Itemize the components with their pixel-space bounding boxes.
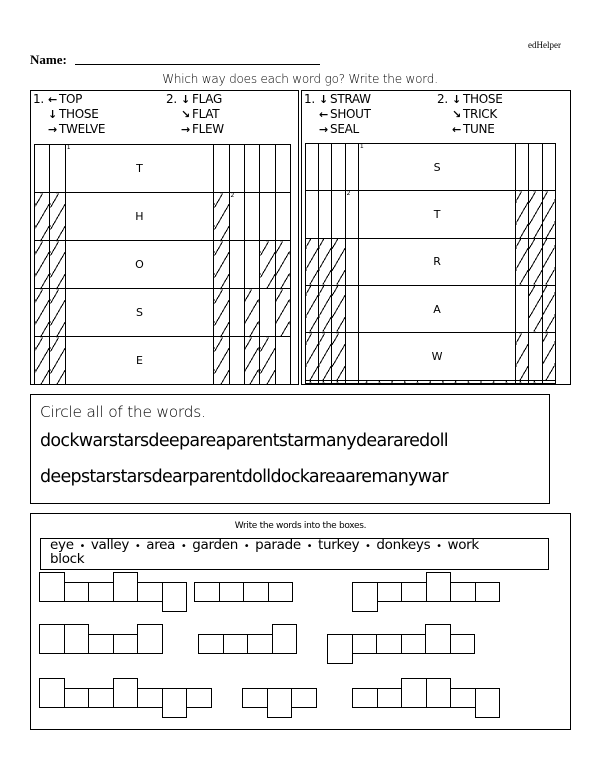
letter-box[interactable] [268,582,294,602]
grid-cell[interactable] [345,191,358,238]
grid-cell[interactable] [229,289,244,337]
grid-cell-blocked [516,238,529,285]
grid-cell-blocked [542,285,555,332]
clue-word: SHOUT [330,107,371,121]
grid-cell[interactable] [244,241,259,289]
grid-cell[interactable] [542,144,555,191]
letter-box[interactable] [377,688,403,708]
letter-box[interactable] [247,634,273,654]
letter-box[interactable] [377,582,403,602]
clue-word: STRAW [330,92,371,106]
grid-cell-blocked [214,289,229,337]
grid-row [306,191,556,238]
grid-cell-blocked [306,333,319,380]
letter-box[interactable] [64,688,90,708]
letter-box[interactable] [88,582,114,602]
letter-box[interactable] [113,572,139,602]
letter-string-2[interactable]: deepstarstarsdearparentdolldockareaaremanywar [40,467,448,487]
clue-word: TRICK [463,107,497,121]
grid-cell[interactable] [260,289,275,337]
word-bank [40,538,549,570]
grid-cell[interactable] [275,193,290,241]
bullet-separator: • [238,541,256,552]
clue-group-1 [33,92,105,137]
letter-box[interactable] [223,634,249,654]
grid-row [35,289,291,337]
grid-cell-blocked [35,337,50,385]
puzzle-right [301,90,571,385]
arrow-down-icon: ↓ [181,93,190,106]
grid-row [35,241,291,289]
letter-box[interactable] [291,688,317,708]
grid-row [306,144,556,191]
grid-cell-blocked [529,380,542,383]
cell-number: 2 [346,190,351,198]
grid-cell-blocked [214,337,229,385]
cell-letter: W [431,349,443,363]
letter-string-1[interactable]: dockwarstarsdeepareaparentstarmanydeararedoll [40,431,448,451]
grid-cell-blocked [35,289,50,337]
grid-cell[interactable] [65,193,214,241]
arrow-left-icon: ← [48,93,57,106]
grid-cell[interactable] [516,144,529,191]
grid-cell[interactable] [65,241,214,289]
grid-cell[interactable] [345,380,358,383]
letter-box[interactable] [401,678,427,708]
cell-letter: H [135,210,144,223]
bullet-separator: • [175,541,193,552]
letter-box[interactable] [475,582,501,602]
grid-cell[interactable] [529,144,542,191]
grid-cell-blocked [319,380,332,383]
grid-cell-blocked [260,241,275,289]
letter-box[interactable] [475,688,501,718]
letter-box[interactable] [425,624,451,654]
letter-box[interactable] [113,678,139,708]
letter-box[interactable] [450,634,476,654]
clue-word: SEAL [330,122,359,136]
grid-cell[interactable] [306,191,319,238]
grid-cell[interactable] [516,285,529,332]
arrow-down-icon: ↓ [319,93,328,106]
grid-cell[interactable] [319,191,332,238]
clue-word: FLAG [192,92,222,106]
word-bank-item: area [146,537,176,553]
grid-cell-blocked [319,333,332,380]
grid-cell[interactable] [358,144,515,191]
grid-row [35,337,291,385]
cell-number: 1 [359,143,364,150]
cell-letter: R [433,255,441,269]
arrow-left-icon: ← [452,123,461,136]
grid-cell[interactable] [229,193,244,241]
clue-group-2 [437,92,503,137]
letter-box[interactable] [426,572,452,602]
grid-cell-blocked [319,238,332,285]
word-grid-right [305,143,556,384]
arrow-right-icon: → [181,123,190,136]
grid-cell[interactable] [345,238,358,285]
grid-cell-blocked [306,380,319,383]
grid-cell[interactable] [229,337,244,385]
word-bank-item: valley [90,537,130,553]
letter-box[interactable] [401,582,427,602]
letter-box[interactable] [88,688,114,708]
grid-cell-blocked [529,238,542,285]
grid-cell-blocked [50,289,65,337]
grid-cell-blocked [542,333,555,380]
clue-word: THOSE [463,92,503,106]
letter-box[interactable] [327,634,353,664]
grid-cell-blocked [260,337,275,385]
letter-box[interactable] [450,688,476,708]
clue-number: 1. [304,92,315,106]
letter-box[interactable] [352,688,378,708]
grid-cell-blocked [516,380,529,383]
grid-cell-blocked [542,238,555,285]
grid-cell[interactable] [345,333,358,380]
grid-cell-blocked [516,333,529,380]
cell-letter: A [433,302,441,316]
grid-cell[interactable] [35,145,50,193]
grid-cell-blocked [35,241,50,289]
grid-cell[interactable] [319,144,332,191]
letter-box[interactable] [272,624,298,654]
grid-cell[interactable] [529,333,542,380]
word-bank-item: block [50,551,85,567]
arrow-diagonal-icon: ↘ [181,108,190,121]
word-bank-item: parade [255,537,301,553]
bullet-separator: • [129,541,147,552]
arrow-diagonal-icon: ↘ [452,108,461,121]
name-label: Name: [30,52,67,67]
grid-cell-blocked [275,289,290,337]
clue-word: THOSE [59,107,99,121]
circle-words-title: Circle all of the words. [40,403,206,421]
word-bank-item: garden [192,537,239,553]
grid-row [306,333,556,380]
letter-box[interactable] [39,572,65,602]
letter-box[interactable] [352,634,378,654]
bullet-separator: • [359,541,377,552]
clue-word: TWELVE [59,122,106,136]
letter-box[interactable] [88,634,114,654]
grid-cell[interactable] [65,145,214,193]
grid-cell-blocked [529,285,542,332]
word-bank-item: turkey [318,537,360,553]
clue-word: FLEW [192,122,224,136]
grid-cell[interactable] [65,337,214,385]
grid-cell-blocked [332,285,345,332]
word-boxes-section [30,513,571,730]
grid-cell[interactable] [358,238,515,285]
grid-cell[interactable] [275,145,290,193]
arrow-right-icon: → [319,123,328,136]
grid-cell[interactable] [332,191,345,238]
grid-cell[interactable] [50,145,65,193]
arrow-right-icon: → [48,123,57,136]
grid-cell[interactable] [229,145,244,193]
grid-cell-blocked [332,238,345,285]
letter-box[interactable] [401,634,427,654]
grid-cell[interactable] [229,241,244,289]
letter-box[interactable] [450,582,476,602]
grid-cell-blocked [275,241,290,289]
grid-cell-blocked [50,193,65,241]
letter-box[interactable] [186,688,212,708]
grid-cell-blocked [35,193,50,241]
letter-box[interactable] [194,582,220,602]
grid-cell-blocked [542,191,555,238]
arrow-left-icon: ← [319,108,328,121]
grid-row [306,238,556,285]
grid-cell[interactable] [260,193,275,241]
letter-box[interactable] [162,688,188,718]
letter-box[interactable] [39,624,65,654]
grid-cell[interactable] [358,285,515,332]
letter-box[interactable] [162,582,188,612]
cell-number: 1 [66,144,71,151]
puzzle-left [30,90,299,385]
grid-cell[interactable] [244,193,259,241]
grid-cell[interactable] [332,144,345,191]
grid-cell[interactable] [65,289,214,337]
grid-cell-blocked [332,380,345,383]
letter-box[interactable] [243,582,269,602]
grid-cell-blocked [529,191,542,238]
grid-cell-blocked [50,337,65,385]
grid-cell[interactable] [260,145,275,193]
grid-row [306,380,556,383]
grid-cell-blocked [306,285,319,332]
word-bank-item: donkeys [376,537,431,553]
cell-letter: T [433,207,441,221]
cell-number: 2 [230,192,235,199]
clue-number: 2. [437,92,448,106]
grid-cell-blocked [332,333,345,380]
instruction-text: Which way does each word go? Write the word. [162,72,438,86]
cell-letter: S [135,306,143,319]
grid-cell[interactable] [358,333,515,380]
letter-box[interactable] [64,624,90,654]
grid-cell[interactable] [358,191,515,238]
grid-cell-blocked [50,241,65,289]
brand-label: edHelper [528,40,561,50]
bullet-separator: • [73,541,91,552]
grid-cell[interactable] [345,144,358,191]
grid-cell-blocked [358,380,515,383]
grid-row [35,193,291,241]
grid-cell[interactable] [542,380,555,383]
letter-box[interactable] [64,582,90,602]
word-grid-left [34,144,291,385]
word-boxes-title: Write the words into the boxes. [234,521,367,531]
letter-box[interactable] [352,582,378,612]
arrow-down-icon: ↓ [452,93,461,106]
grid-cell-blocked [244,337,259,385]
letter-box[interactable] [39,678,65,708]
letter-box[interactable] [113,634,139,654]
grid-cell[interactable] [345,285,358,332]
letter-box[interactable] [376,634,402,654]
letter-box[interactable] [267,688,293,718]
cell-letter: S [433,160,441,174]
grid-cell-blocked [214,193,229,241]
cell-letter: E [135,354,143,367]
letter-box[interactable] [242,688,268,708]
grid-cell-blocked [319,285,332,332]
clue-number: 2. [166,92,177,106]
grid-cell-blocked [516,191,529,238]
arrow-down-icon: ↓ [48,108,57,121]
grid-cell[interactable] [306,144,319,191]
cell-letter: O [135,258,144,271]
clue-group-1 [304,92,371,137]
bullet-separator: • [300,541,319,552]
letter-box[interactable] [137,582,163,602]
clue-number: 1. [33,92,44,106]
grid-cell-blocked [214,241,229,289]
grid-cell-blocked [244,289,259,337]
word-bank-item: work [447,537,479,553]
word-bank-item: eye [50,537,74,553]
letter-box[interactable] [137,688,163,708]
clue-word: TOP [59,92,83,106]
grid-cell[interactable] [275,337,290,385]
grid-cell-blocked [306,238,319,285]
letter-box[interactable] [198,634,224,654]
clue-group-2 [166,92,224,137]
bullet-separator: • [430,541,448,552]
grid-cell[interactable] [244,145,259,193]
letter-box[interactable] [219,582,245,602]
circle-words-box [30,394,550,504]
grid-row [306,285,556,332]
cell-letter: T [136,162,143,175]
letter-box[interactable] [137,624,163,654]
clue-word: TUNE [463,122,495,136]
grid-row [35,145,291,193]
clue-word: FLAT [192,107,220,121]
letter-box[interactable] [426,678,452,708]
name-input-line[interactable] [75,64,320,65]
grid-cell[interactable] [214,145,229,193]
